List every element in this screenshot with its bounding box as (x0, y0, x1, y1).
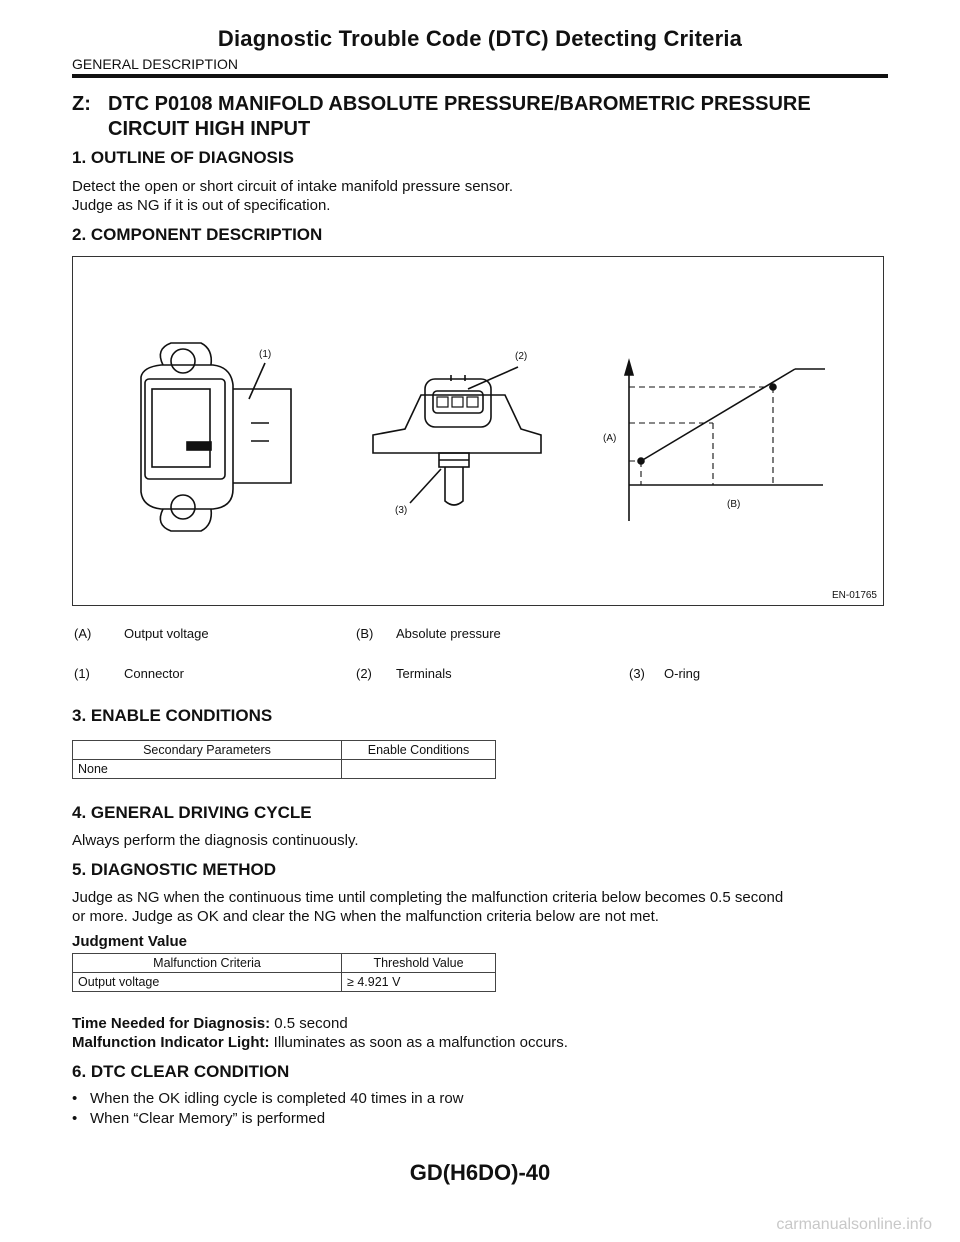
legend-label-1: Connector (124, 666, 184, 681)
mil-line (72, 1033, 892, 1052)
table-row (73, 973, 496, 992)
legend-key-1: (1) (74, 666, 90, 681)
table-cell: Output voltage (73, 973, 342, 992)
list-item (72, 1090, 464, 1107)
clear-heading: 6. DTC CLEAR CONDITION (72, 1062, 290, 1081)
legend-label-a: Output voltage (124, 626, 209, 641)
bullet-icon: • (72, 1110, 78, 1127)
callout-3: (3) (395, 505, 408, 516)
enable-heading: 3. ENABLE CONDITIONS (72, 706, 273, 725)
table-header-cell: Threshold Value (342, 954, 496, 973)
page-number: GD(H6DO)-40 (409, 1160, 551, 1185)
component-heading: 2. COMPONENT DESCRIPTION (72, 225, 323, 244)
callout-1: (1) (259, 349, 272, 360)
judgment-heading: Judgment Value (72, 933, 188, 950)
sensor-figure (72, 256, 884, 606)
section-title-line1: DTC P0108 MANIFOLD ABSOLUTE PRESSURE/BAROMETRIC PRESSURE (108, 93, 811, 115)
time-label: Time Needed for Diagnosis: (72, 1015, 271, 1032)
driving-heading: 4. GENERAL DRIVING CYCLE (72, 803, 312, 822)
list-item-text: When the OK idling cycle is completed 40 times in a row (90, 1090, 464, 1107)
method-heading: 5. DIAGNOSTIC METHOD (72, 860, 277, 879)
section-title-line2: CIRCUIT HIGH INPUT (108, 118, 311, 140)
mil-label: Malfunction Indicator Light: (72, 1034, 270, 1051)
page-subtitle: GENERAL DESCRIPTION (72, 56, 238, 72)
bullet-icon: • (72, 1090, 78, 1107)
section-code: Z: (72, 93, 91, 115)
callout-a: (A) (603, 433, 617, 444)
table-cell: None (73, 760, 342, 779)
figure-id: EN-01765 (831, 590, 877, 601)
table-row (73, 760, 496, 779)
mil-value: Illuminates as soon as a malfunction occurs. (269, 1034, 568, 1051)
section-title (72, 92, 902, 142)
legend-key-a: (A) (74, 626, 92, 641)
legend-key-2: (2) (356, 666, 372, 681)
table-cell: ≥ 4.921 V (342, 973, 496, 992)
outline-line2: Judge as NG if it is out of specification. (72, 197, 331, 214)
method-line2: or more. Judge as OK and clear the NG when the malfunction criteria below are not met. (72, 908, 659, 925)
sensor-illustration (73, 257, 885, 607)
table-header-row (73, 741, 496, 760)
legend-label-3: O-ring (664, 666, 701, 681)
time-value: 0.5 second (270, 1015, 348, 1032)
table-header-cell: Secondary Parameters (73, 741, 342, 760)
table-cell (342, 760, 496, 779)
watermark: carmanualsonline.info (776, 1216, 932, 1233)
outline-heading: 1. OUTLINE OF DIAGNOSIS (72, 148, 294, 167)
callout-2: (2) (515, 351, 528, 362)
callout-b: (B) (727, 499, 741, 510)
table-header-cell: Malfunction Criteria (73, 954, 342, 973)
list-item-text: When “Clear Memory” is performed (90, 1110, 326, 1127)
table-header-cell: Enable Conditions (342, 741, 496, 760)
table-header-row (73, 954, 496, 973)
enable-table (72, 740, 496, 779)
legend-key-b: (B) (356, 626, 374, 641)
legend-label-2: Terminals (396, 666, 452, 681)
outline-line1: Detect the open or short circuit of intake manifold pressure sensor. (72, 178, 514, 195)
header-rule (72, 74, 888, 78)
page-title: Diagnostic Trouble Code (DTC) Detecting Criteria (217, 26, 743, 51)
list-item (72, 1110, 325, 1127)
legend-label-b: Absolute pressure (396, 626, 501, 641)
judgment-table (72, 953, 496, 992)
method-line1: Judge as NG when the continuous time until completing the malfunction criteria below becomes 0.5 second (72, 889, 784, 906)
legend-key-3: (3) (629, 666, 645, 681)
driving-text: Always perform the diagnosis continuously. (72, 832, 359, 849)
time-needed (72, 1014, 892, 1033)
